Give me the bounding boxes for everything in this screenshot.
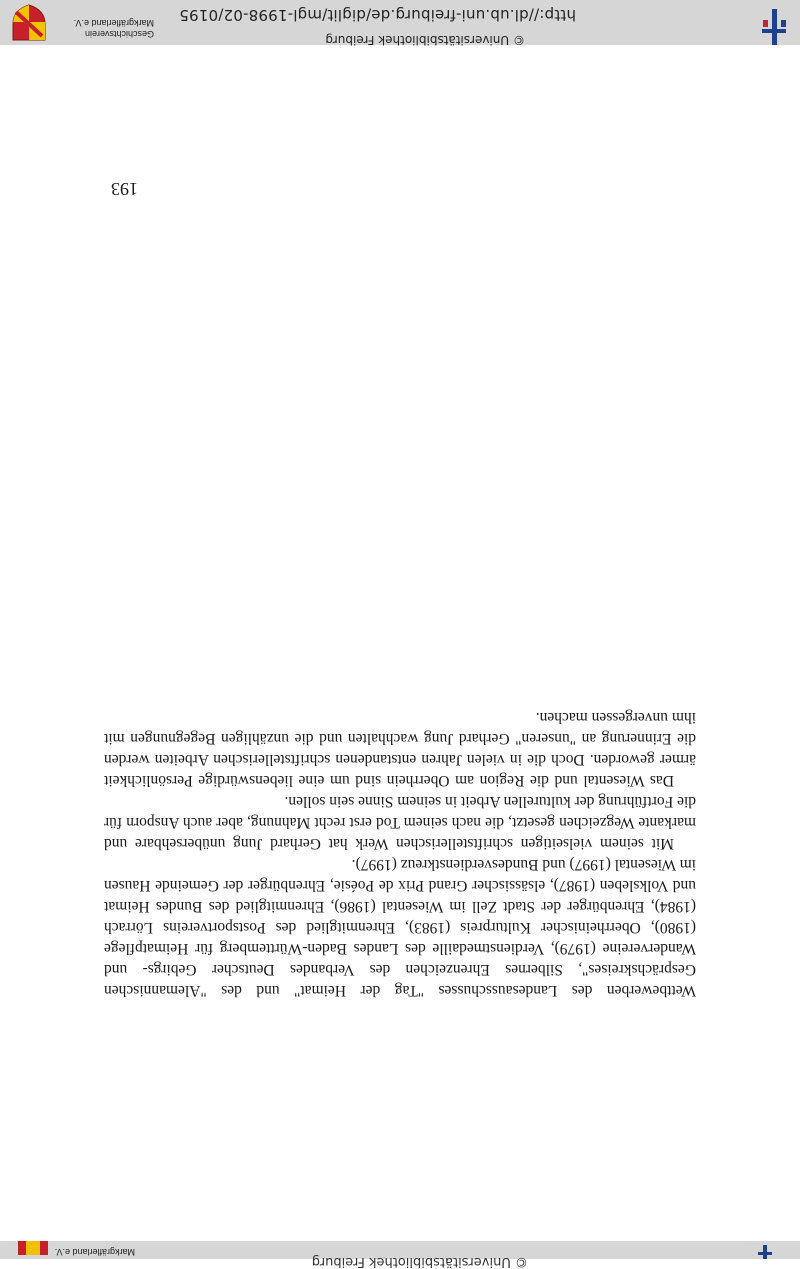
permalink-url[interactable]: http://dl.ub.uni-freiburg.de/diglit/mgl-1998-02/0195 (179, 6, 576, 24)
page-number: 193 (111, 179, 138, 199)
header-club-text: Markgräflerland e.V. (54, 1247, 135, 1257)
club-name-line1: Geschichtsverein (84, 29, 154, 39)
footer-bar (0, 0, 800, 45)
university-library-logo-icon (758, 1245, 772, 1259)
body-text (104, 707, 696, 1001)
footer-credit-text: © Universitätsbibliothek Freiburg (325, 33, 525, 47)
coat-of-arms-icon (18, 1241, 48, 1255)
university-library-logo-icon (760, 5, 788, 45)
paragraph-work: Mit seinem vielseitigen schriftstellerischen Werk hat Gerhard Jung unübersehbare und markante Wegzeichen gesetzt, die nach seinem Tod erst recht Mahnung, aber auch Ansporn für die Fortführung der kulturellen Arbeit in seinem Sinne sein sollen. (104, 793, 696, 852)
footer-club-text (74, 17, 154, 39)
paragraph-tribute: Das Wiesental und die Region am Oberrhein sind um eine liebenswürdige Persönlichkeit ärmer geworden. Doch die in vielen Jahren entstandenen schriftstellerischen Arbeiten werden die Erinnerung an "unseren" Gerhard Jung wachhalten und die unzähligen Begegnungen mit ihm unvergessen machen. (104, 709, 696, 789)
coat-of-arms-icon (10, 4, 48, 42)
paragraph-awards: Wettbewerben des Landesausschusses "Tag der Heimat" und des "Alemannischen Gesprächskreises", Silbernes Ehrenzeichen des Verbandes Deutscher Gebirgs- und Wandervereine (1979), Verdienstmedaille des Landes Baden-Württemberg für Heimatpflege (1980), Oberrheinischer Kulturpreis (1983), Ehrenmitglied des Postsportvereins Lörrach (1984), Ehrenbürger der Stadt Zell im Wiesental (1986), Ehrenmitglied des Bundes Heimat und Volksleben (1987), elsässischer Grand Prix de Poésie, Ehrenbürger der Gemeinde Hausen im Wiesental (1997) und Bundesverdienstkreuz (1997). (104, 856, 696, 999)
header-bar (0, 1241, 800, 1269)
header-credit-text: © Universitätsbibliothek Freiburg (311, 1254, 528, 1269)
club-name-line2: Markgräflerland e.V. (73, 18, 154, 28)
